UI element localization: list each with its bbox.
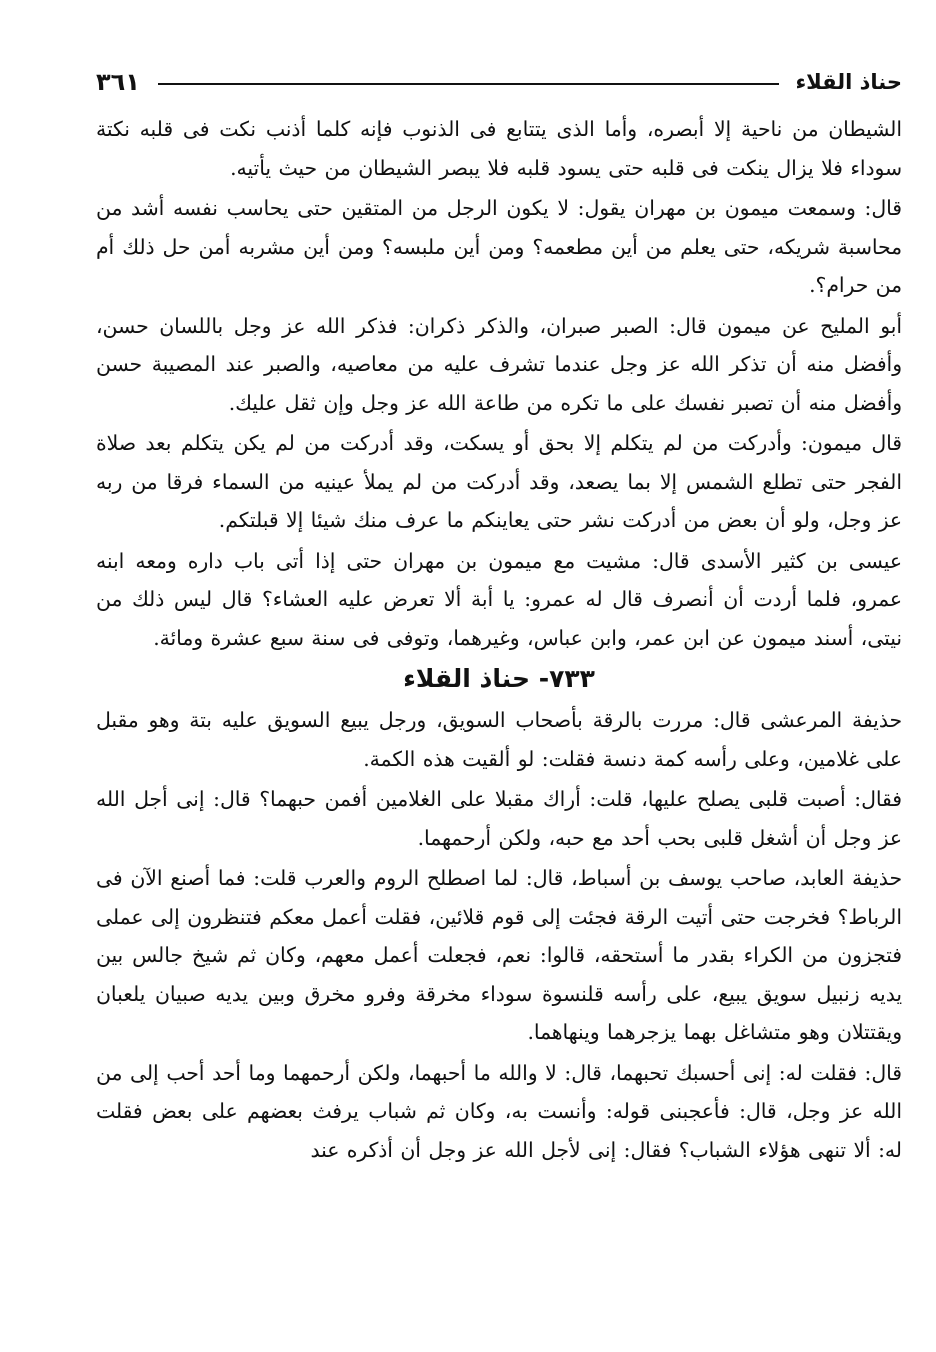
paragraph: الشيطان من ناحية إلا أبصره، وأما الذى يتتابع فى الذنوب فإنه كلما أذنب نكت فى قلبه نكتة سوداء فلا يزال ينكت فى قلبه حتى يسود قلبه فلا يبصر الشيطان من حيث يأتيه. xyxy=(96,117,902,180)
paragraph: قال: وسمعت ميمون بن مهران يقول: لا يكون الرجل من المتقين حتى يحاسب نفسه أشد من محاسبة شريكه، حتى يعلم من أين مطعمه؟ ومن أين ملبسه؟ ومن أين مشربه أمن حل ذلك أم من حرام؟. xyxy=(96,196,902,297)
paragraph: عيسى بن كثير الأسدى قال: مشيت مع ميمون بن مهران حتى إذا أتى باب داره ومعه ابنه عمرو، فلما أردت أن أنصرف قال له عمرو: يا أبة ألا تعرض عليه العشاء؟ قال ليس ذلك من نيتى، أسند ميمون عن ابن عمر، وابن عباس، وغيرهما، وتوفى فى سنة سبع عشرة ومائة. xyxy=(96,548,902,650)
paragraph: أبو المليح عن ميمون قال: الصبر صبران، والذكر ذكران: فذكر الله عز وجل باللسان حسن، وأفضل منه أن تذكر الله عز وجل عندما تشرف عليه من معاصيه، والصبر عند المصيبة حسن وأفضل منه أن تصبر نفسك على ما تكره من طاعة الله عز وجل وإن ثقل عليك. xyxy=(96,313,902,415)
paragraph: قال ميمون: وأدركت من لم يتكلم إلا بحق أو يسكت، وقد أدركت من لم يكن يتكلم بعد صلاة الفجر حتى تطلع الشمس إلا بما يصعد، وقد أدركت من لم يملأ عينيه من السماء فرقا من ربه عز وجل، ولو أن بعض من أدركت نشر حتى يعاينكم ما عرف منك شيئا إلا قبلتكم. xyxy=(96,431,902,532)
running-header xyxy=(96,62,902,102)
page-body xyxy=(96,110,902,1169)
paragraph: قال: فقلت له: إنى أحسبك تحبهما، قال: لا والله ما أحبهما، ولكن أرحمهما وما أحد أحب إلى من الله عز وجل، قال: فأعجبنى قوله: وأنست به، وكان ثم شباب يرفث بعضهم على بعض فقلت له: ألا تنهى هؤلاء الشباب؟ فقال: إنى لأجل الله عز وجل أن أذكره عند xyxy=(96,1060,902,1162)
running-title: حناذ القلاء xyxy=(795,70,902,94)
paragraph: حذيفة العابد، صاحب يوسف بن أسباط، قال: لما اصطلح الروم والعرب قلت: فما أصنع الآن فى الرباط؟ فخرجت حتى أتيت الرقة فجئت إلى قوم قلائين، فقلت أعمل معكم فتنظرون إلى عملى فتجزون من الكراء بقدر ما أستحقه، قالوا: نعم، فجعلت أعمل معهم، وكان ثم شيخ جالس بين يديه زنبيل سويق يبيع، على رأسه قلنسوة سوداء مخرقة وفرو مخرق وبين يديه صبيان يلعبان ويقتتلان وهو متشاغل بهما يزجرهما وينهاهما. xyxy=(96,866,902,1044)
page-number: ٣٦١ xyxy=(96,68,140,96)
section-heading: ٧٣٣- حناذ القلاء xyxy=(403,664,595,693)
book-page xyxy=(96,62,902,1302)
paragraph: فقال: أصبت قلبى يصلح عليها، قلت: أراك مقبلا على الغلامين أفمن حبهما؟ قال: إنى أجل الله عز وجل أن أشغل قلبى بحب أحد مع حبه، ولكن أرحمهما. xyxy=(96,787,902,850)
header-rule xyxy=(158,83,779,85)
paragraph: حذيفة المرعشى قال: مررت بالرقة بأصحاب السويق، ورجل يبيع السويق عليه بتة وهو مقبل على غلامين، وعلى رأسه كمة دنسة فقلت: لو ألقيت هذه الكمة. xyxy=(96,708,902,771)
